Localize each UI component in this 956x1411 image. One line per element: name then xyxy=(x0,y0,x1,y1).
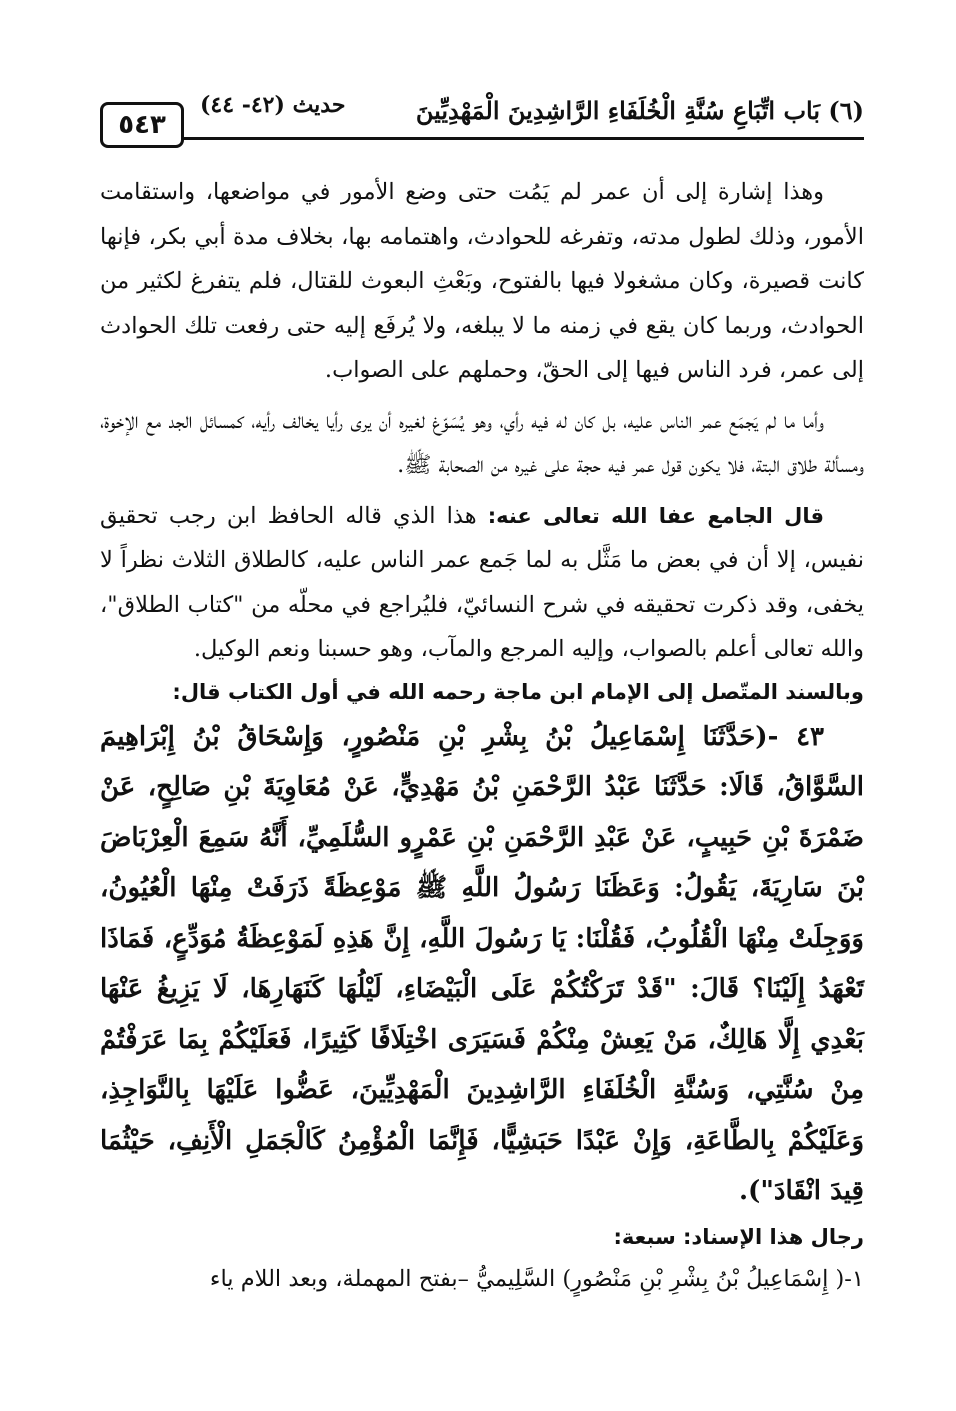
paragraph-1: وهذا إشارة إلى أن عمر لم يَمُت حتى وضع الأمور في مواضعها، واستقامت الأمور، وذلك لطول مدته، وتفرغه للحوادث، واهتمامه بها، بخلاف مدة أبي بكر، فإنها كانت قصيرة، وكان مشغولا فيها بالفتوح، وبَعْثِ البعوث للقتال، فلم يتفرغ لكثير من الحوادث، وربما كان يقع في زمنه ما لا يبلغه، ولا يُرفَع إليه حتى رفعت تلك الحوادث إلى عمر، فرد الناس فيها إلى الحقّ، وحملهم على الصواب. xyxy=(100,179,864,383)
paragraph-3-text: هذا الذي قاله الحافظ ابن رجب تحقيق نفيس، إلا أن في بعض ما مَثَّل به لما جَمع عمر الناس عليه، كالطلاق الثلاث نظراً لا يخفى، وقد ذكرت تحقيقه في شرح النسائيّ، فليُراجع في محلّه من "كتاب الطلاق"، والله تعالى أعلم بالصواب، وإليه المرجع والمآب، وهو حسبنا ونعم الوكيل. xyxy=(100,502,864,662)
paragraph-2: وأما ما لم يَجمَع عمر الناس عليه، بل كان له فيه رأي، وهو يُسَوّغ لغيره أن يرى رأيا يخالف رأيه، كمسائل الجد مع الإخوة، ومسألة طلاق البتة، فلا يكون قول عمر فيه حجة على غيره من الصحابة ﷺ. xyxy=(100,407,864,478)
chapter-title: (٦) بَاب اتِّبَاعِ سُنَّةِ الْخُلَفَاءِ الرَّاشِدِينَ الْمَهْدِيِّينَ xyxy=(415,96,864,125)
sanad-heading: وبالسند المتّصل إلى الإمام ابن ماجة رحمه الله في أول الكتاب قال: xyxy=(172,679,864,704)
hadith-range: حديث (٤٢- ٤٤) xyxy=(200,92,346,118)
jami-lead: قال الجامع عفا الله تعالى عنه: xyxy=(487,503,824,528)
page-header xyxy=(100,90,864,150)
page-number-box xyxy=(100,102,184,148)
header-rule xyxy=(100,137,864,140)
page-number: ٥٤٣ xyxy=(118,110,166,140)
hadith-43-text: ٤٣ -(حَدَّثَنَا إِسْمَاعِيلُ بْنُ بِشْرِ بْنِ مَنْصُورٍ، وَإِسْحَاقُ بْنُ إِبْرَاهِيمَ السَّوَّاقُ، قَالَا: حَدَّثَنَا عَبْدُ الرَّحْمَنِ بْنُ مَهْدِيٍّ، عَنْ مُعَاوِيَةَ بْنِ صَالِحٍ، عَنْ ضَمْرَةَ بْنِ حَبِيبٍ، عَنْ عَبْدِ الرَّحْمَنِ بْنِ عَمْرٍو السُّلَمِيِّ، أَنَّهُ سَمِعَ الْعِرْبَاضَ بْنَ سَارِيَةَ، يَقُولُ: وَعَظَنَا رَسُولُ اللَّهِ ﷺ مَوْعِظَةً ذَرَفَتْ مِنْهَا الْعُيُونُ، وَوَجِلَتْ مِنْهَا الْقُلُوبُ، فَقُلْنَا: يَا رَسُولَ اللَّهِ، إِنَّ هَذِهِ لَمَوْعِظَةُ مُوَدِّعٍ، فَمَاذَا تَعْهَدُ إِلَيْنَا؟ قَالَ: "قَدْ تَرَكْتُكُمْ عَلَى الْبَيْضَاءِ، لَيْلُهَا كَنَهَارِهَا، لَا يَزِيغُ عَنْهَا بَعْدِي إِلَّا هَالِكٌ، مَنْ يَعِشْ مِنْكُمْ فَسَيَرَى اخْتِلَافًا كَثِيرًا، فَعَلَيْكُمْ بِمَا عَرَفْتُمْ مِنْ سُنَّتِي، وَسُنَّةِ الْخُلَفَاءِ الرَّاشِدِينَ الْمَهْدِيِّينَ، عَضُّوا عَلَيْهَا بِالنَّوَاجِذِ، وَعَلَيْكُمْ بِالطَّاعَةِ، وَإِنْ عَبْدًا حَبَشِيًّا، فَإِنَّمَا الْمُؤْمِنُ كَالْجَمَلِ الْأَنِفِ، حَيْثُمَا قِيدَ انْقَادَ"). xyxy=(100,721,864,1206)
rijal-heading: رجال هذا الإسناد: سبعة: xyxy=(613,1224,864,1249)
rijal-item-1: ١-( إِسْمَاعِيلُ بْنُ بِشْرِ بْنِ مَنْصُورٍ) السَّلِيميُّ –بفتح المهملة، وبعد اللام ياء xyxy=(209,1265,864,1292)
page-body xyxy=(100,170,864,1301)
paragraph-3 xyxy=(100,494,864,672)
